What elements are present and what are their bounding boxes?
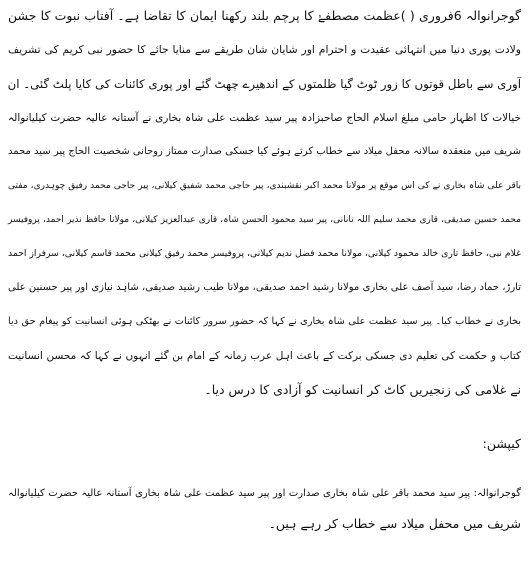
article-line-5: شریف میں منعقدہ سالانہ محفل میلاد سے خطاب کرتے ہوئے کیا جسکی صدارت ممتاز روحانی شخصیت الحاج پیر سید محمد bbox=[8, 146, 521, 157]
article-line-7: محمد حسین صدیقی، قاری محمد سلیم اللہ نانانی، پیر سید محمود الحسن شاہ، قاری عبدالعزیز کیلانی، مولانا حافظ نذیر احمد، پروفیسر bbox=[8, 215, 521, 225]
caption-line-1: گوجرانوالہ: پیر سید محمد باقر علی شاہ بخاری صدارت اور پیر سید عظمت علی شاہ بخاری آستانہ عالیہ حضرت کیلیانوالہ bbox=[8, 488, 521, 499]
caption-heading: کیپشن: bbox=[482, 436, 521, 451]
caption-line-2: شریف میں محفل میلاد سے خطاب کر رہے ہیں۔ bbox=[268, 516, 521, 531]
article-line-4: خیالات کا اظہار حامی مبلغ اسلام الحاج صاحبزادہ پیر سید عظمت علی شاہ بخاری نے آستانہ عالیہ حضرت کیلیانوالہ bbox=[8, 112, 521, 124]
article-line-3: آوری سے باطل قوتوں کا زور ٹوٹ گیا ظلمتوں کے اندھیرے چھٹ گئے اور پوری کائنات کی کایا پلٹ گئی۔ ان bbox=[7, 77, 521, 91]
article-line-11: کتاب و حکمت کی تعلیم دی جسکی برکت کے باعث اہل عرب زمانہ کے امام بن گئے انہوں نے کہا کہ محسن انسانیت bbox=[8, 350, 521, 362]
article-line-10: بخاری نے خطاب کیا۔ پیر سید عظمت علی شاہ بخاری نے کہا کہ حضور سرور کائنات نے بھٹکی ہوئی انسانیت کو پیغام حق دیا bbox=[8, 316, 521, 327]
article-line-1: گوجرانوالہ 6فروری ( )عظمت مصطفےٰ کا پرچم بلند رکھنا ایمان کا تقاضا ہے۔ آفتاب نبوت کا جشن bbox=[8, 8, 521, 23]
article-line-2: ولادت پوری دنیا میں انتہائی عقیدت و احترام اور شایان شان طریقے سے منایا جائے کا حضور نبی کریم کی تشریف bbox=[8, 43, 521, 56]
article-line-6: باقر علی شاہ بخاری نے کی اس موقع پر مولانا محمد اکبر نقشبندی، پیر حاجی محمد شفیق کیلانی، پیر حاجی محمد رفیق چوہدری، مفتی bbox=[8, 181, 521, 191]
article-line-9: تارڑ، حماد رضا، سید آصف علی بخاری مولانا رشید احمد صدیقی، مولانا طیب رشید صدیقی، شاہد نیازی اور پیر حسنین علی bbox=[8, 282, 521, 293]
article-line-12: نے غلامی کی زنجیریں کاٹ کر انسانیت کو آزادی کا درس دیا۔ bbox=[204, 382, 521, 397]
article-line-8: غلام نبی، حافظ تاری خالد محمود کیلانی، مولانا محمد فضل ندیم کیلانی، پروفیسر محمد رفیق کیلانی محمد قاسم کیلانی، سرفراز احمد bbox=[8, 248, 521, 259]
